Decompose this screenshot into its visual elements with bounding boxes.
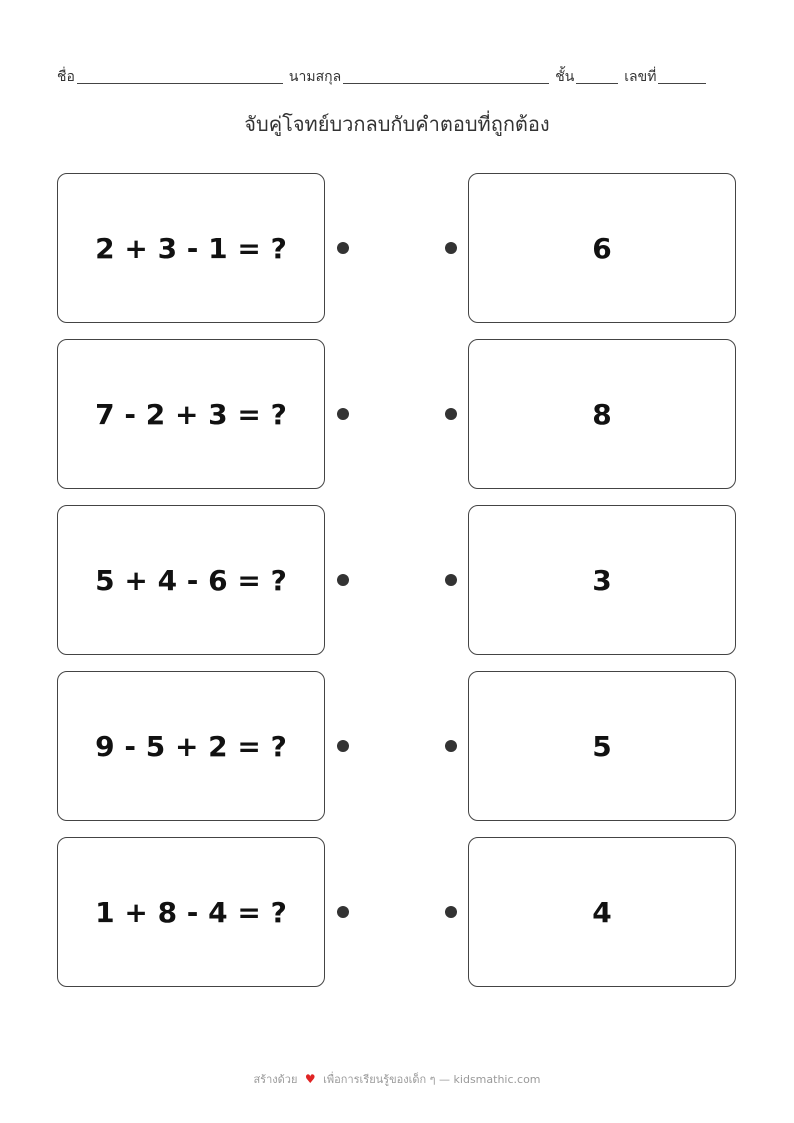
problem-card: 2 + 3 - 1 = ? — [57, 173, 325, 323]
surname-label: นามสกุล — [288, 69, 342, 85]
answer-card: 8 — [468, 339, 736, 489]
number-field[interactable] — [658, 83, 706, 84]
class-label: ชั้น — [555, 69, 575, 85]
match-row — [57, 339, 737, 489]
match-row — [57, 173, 737, 323]
answer-connector-dot[interactable] — [445, 740, 457, 752]
problem-card: 9 - 5 + 2 = ? — [57, 671, 325, 821]
name-field[interactable] — [77, 83, 283, 84]
problem-connector-dot[interactable] — [337, 574, 349, 586]
problem-card: 5 + 4 - 6 = ? — [57, 505, 325, 655]
class-field[interactable] — [576, 83, 618, 84]
answer-connector-dot[interactable] — [445, 906, 457, 918]
answer-card: 5 — [468, 671, 736, 821]
student-info-header — [57, 64, 748, 88]
answer-card: 4 — [468, 837, 736, 987]
answer-connector-dot[interactable] — [445, 242, 457, 254]
match-row — [57, 505, 737, 655]
surname-field[interactable] — [343, 83, 549, 84]
answer-connector-dot[interactable] — [445, 408, 457, 420]
match-row — [57, 837, 737, 987]
name-label: ชื่อ — [57, 69, 75, 85]
footer-purpose: เพื่อการเรียนรู้ของเด็ก ๆ — kidsmathic.com — [323, 1073, 541, 1086]
problem-connector-dot[interactable] — [337, 242, 349, 254]
worksheet-title: จับคู่โจทย์บวกลบกับคำตอบที่ถูกต้อง — [244, 112, 550, 136]
problem-connector-dot[interactable] — [337, 906, 349, 918]
problem-card: 1 + 8 - 4 = ? — [57, 837, 325, 987]
problem-connector-dot[interactable] — [337, 408, 349, 420]
answer-card: 3 — [468, 505, 736, 655]
problem-connector-dot[interactable] — [337, 740, 349, 752]
match-row — [57, 671, 737, 821]
footer-made-with: สร้างด้วย — [253, 1073, 298, 1086]
answer-connector-dot[interactable] — [445, 574, 457, 586]
heart-icon: ♥ — [304, 1072, 316, 1086]
answer-card: 6 — [468, 173, 736, 323]
footer-credit — [0, 1070, 794, 1088]
number-label: เลขที่ — [624, 69, 657, 85]
problem-card: 7 - 2 + 3 = ? — [57, 339, 325, 489]
